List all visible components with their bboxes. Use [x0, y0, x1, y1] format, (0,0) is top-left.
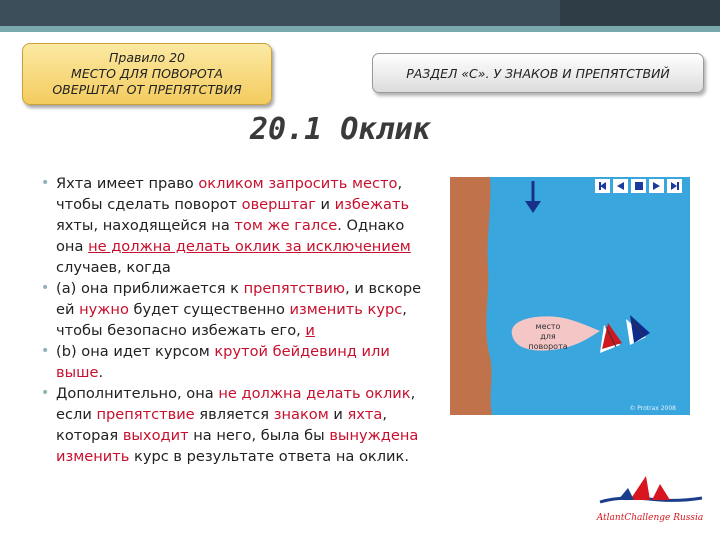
- plain-text: . Однако она: [56, 217, 405, 255]
- plain-text: Яхта имеет право: [56, 175, 199, 192]
- rule-badge: [22, 43, 272, 105]
- plain-text: , которая: [56, 406, 388, 444]
- highlighted-text: нужно: [79, 301, 129, 318]
- bubble-line3: поворота: [528, 342, 568, 351]
- highlighted-text: изменить курс: [289, 301, 403, 318]
- plain-text: (b) она идет курсом: [56, 343, 215, 360]
- logo-text: AtlantChallenge Russia: [596, 513, 704, 523]
- highlighted-text: окликом запросить место: [198, 175, 398, 192]
- sail-logo-icon: [590, 470, 710, 534]
- rule-title-line1: МЕСТО ДЛЯ ПОВОРОТА: [71, 66, 223, 81]
- highlighted-text: том же галсе: [234, 217, 338, 234]
- atlant-challenge-logo: [590, 470, 710, 534]
- plain-text: , если: [56, 385, 416, 423]
- list-item: [41, 278, 428, 341]
- bullet-icon: •: [41, 385, 50, 401]
- rule-text-list: [41, 173, 428, 467]
- bullet-text: [56, 385, 418, 465]
- section-badge: [372, 53, 704, 93]
- copyright-text: © Protrax 2008: [629, 405, 676, 412]
- list-item: [41, 173, 428, 278]
- bullet-icon: •: [41, 175, 50, 191]
- bullet-text: [56, 175, 411, 276]
- plain-text: , чтобы безопасно избежать его,: [56, 301, 407, 339]
- plain-text: случаев, когда: [56, 259, 171, 276]
- shore-obstacle: [450, 177, 492, 415]
- bullet-text: [56, 280, 421, 339]
- highlighted-text: избежать: [334, 196, 410, 213]
- bullet-icon: •: [41, 343, 50, 359]
- bubble-line2: для: [540, 332, 556, 341]
- plain-text: .: [98, 364, 104, 381]
- highlighted-text: яхта: [347, 406, 383, 423]
- plain-text: (a) она приближается к: [56, 280, 244, 297]
- rule-number: Правило 20: [108, 50, 185, 65]
- plain-text: и: [315, 196, 335, 213]
- rule-title-line2: ОВЕРШТАГ ОТ ПРЕПЯТСТВИЯ: [52, 82, 242, 97]
- list-item: [41, 383, 428, 467]
- page-title: 20.1 Оклик: [250, 112, 431, 147]
- highlighted-text: не должна делать оклик: [218, 385, 411, 402]
- top-bar-dark-segment: [560, 0, 720, 26]
- sailing-diagram-svg: [450, 177, 690, 415]
- highlighted-text: вынуждена изменить: [56, 427, 419, 465]
- playback-controls[interactable]: [595, 179, 682, 193]
- highlighted-text: препятствию: [243, 280, 346, 297]
- plain-text: курс в результате ответа на оклик.: [129, 448, 409, 465]
- highlighted-text: знаком: [273, 406, 329, 423]
- top-bar-accent-stripe: [0, 26, 720, 32]
- highlighted-text: препятствие: [96, 406, 195, 423]
- plain-text: , чтобы сделать поворот: [56, 175, 403, 213]
- plain-text: , и вскоре ей: [56, 280, 422, 318]
- plain-text: на него, была бы: [188, 427, 330, 444]
- plain-text: является: [194, 406, 274, 423]
- plain-text: яхты, находящейся на: [56, 217, 235, 234]
- highlighted-text: выходит: [122, 427, 189, 444]
- highlighted-text: не должна делать оклик за исключением: [88, 238, 411, 255]
- highlighted-text: оверштаг: [241, 196, 316, 213]
- highlighted-text: и: [305, 322, 315, 339]
- plain-text: и: [328, 406, 348, 423]
- bubble-line1: место: [535, 322, 561, 331]
- plain-text: будет существенно: [128, 301, 290, 318]
- section-title: РАЗДЕЛ «С». У ЗНАКОВ И ПРЕПЯТСТВИЙ: [406, 65, 670, 81]
- bullet-icon: •: [41, 280, 50, 296]
- list-item: [41, 341, 428, 383]
- plain-text: Дополнительно, она: [56, 385, 219, 402]
- bullet-text: [56, 343, 390, 381]
- sailing-diagram: [450, 177, 690, 415]
- highlighted-text: крутой бейдевинд или выше: [56, 343, 390, 381]
